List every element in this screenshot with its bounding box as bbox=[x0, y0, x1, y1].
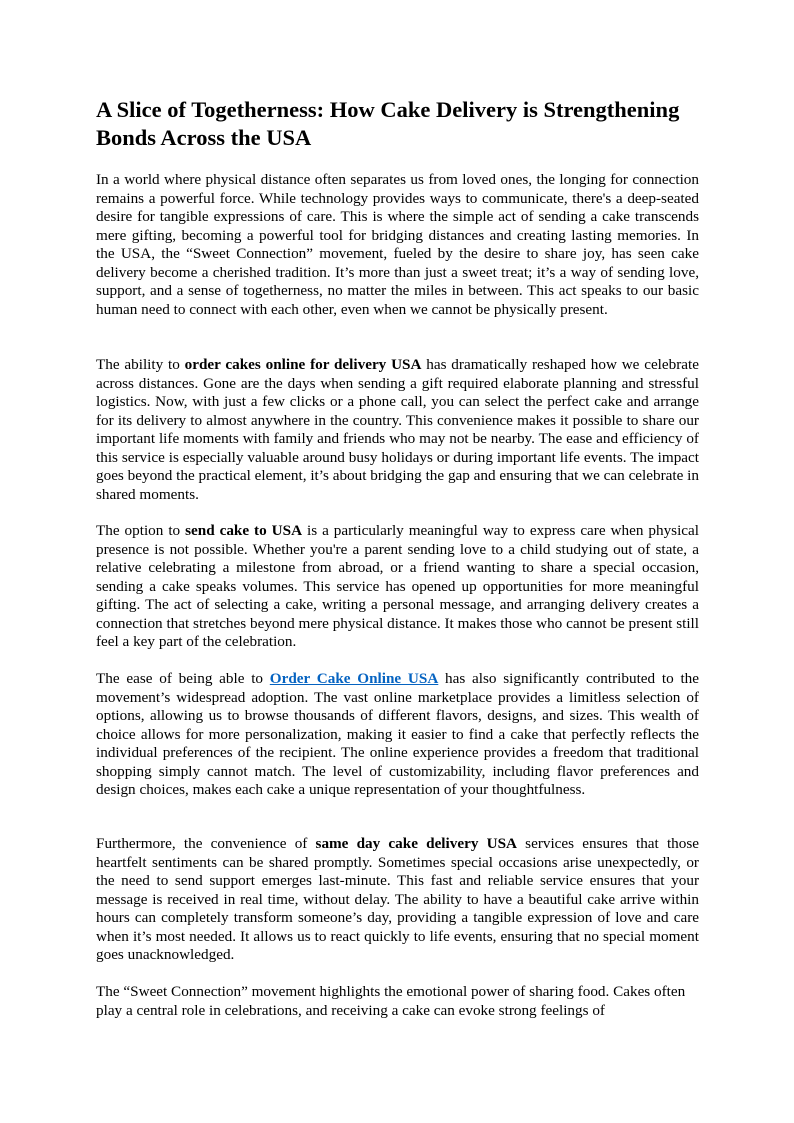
paragraph-order-online-lead: The ability to bbox=[96, 356, 185, 373]
keyword-same-day-delivery: same day cake delivery USA bbox=[315, 835, 517, 852]
order-cake-online-link[interactable]: Order Cake Online USA bbox=[269, 670, 439, 687]
paragraph-order-cake-link-body: has also significantly contributed to the movement’s widespread adoption. The vast online marketplace provides a limitless selection of options, allowing us to browse thousands of different flavors, designs, and sizes. This wealth of choice allows for more personalization, making it easier to find a cake that perfectly reflects the individual preferences of the recipient. The online experience provides a freedom that traditional shopping simply cannot match. The level of customizability, including flavor preferences and design choices, makes each cake a unique representation of your thoughtfulness. bbox=[96, 670, 700, 798]
article-title: A Slice of Togetherness: How Cake Delivery is Strengthening Bonds Across the USA bbox=[96, 97, 680, 150]
paragraph-send-cake-lead: The option to bbox=[96, 522, 186, 539]
document-page bbox=[96, 96, 700, 1019]
paragraph-order-online bbox=[96, 356, 699, 504]
keyword-order-cakes-online: order cakes online for delivery USA bbox=[184, 356, 422, 373]
paragraph-intro bbox=[96, 171, 699, 319]
paragraph-send-cake bbox=[96, 522, 699, 652]
paragraph-same-day-body: services ensures that those heartfelt sentiments can be shared promptly. Sometimes special occasions arise unexpectedly, or the need to send support emerges last-minute. This fast and reliable service ensures that your message is received in real time, without delay. The ability to have a beautiful cake arrive within hours can completely transform someone’s day, providing a tangible expression of love and care when it’s most needed. It allows us to react quickly to life events, ensuring that no special moment goes unacknowledged. bbox=[96, 835, 699, 963]
paragraph-order-cake-link-lead: The ease of being able to bbox=[96, 670, 270, 687]
paragraph-same-day bbox=[96, 835, 699, 965]
keyword-send-cake: send cake to USA bbox=[185, 522, 303, 539]
paragraph-send-cake-body: is a particularly meaningful way to express care when physical presence is not possible. Whether you're a parent sending love to a child studying out of state, a relative celebrating a milestone from abroad, or a friend wanting to share a special occasion, sending a cake speaks volumes. This service has opened up opportunities for more meaningful gifting. The act of selecting a cake, writing a personal message, and arranging delivery creates a connection that stretches beyond mere physical distance. It makes those who cannot be present still feel a key part of the celebration. bbox=[96, 522, 699, 650]
paragraph-intro-text: In a world where physical distance often separates us from loved ones, the longing for connection remains a powerful force. While technology provides ways to communicate, there's a deep-seated desire for tangible expressions of care. This is where the simple act of sending a cake transcends mere gifting, becoming a powerful tool for bridging distances and creating lasting memories. In the USA, the “Sweet Connection” movement, fueled by the desire to share joy, has seen cake delivery become a cherished tradition. It’s more than just a sweet treat; it’s a way of sending love, support, and a sense of togetherness, no matter the miles in between. This act speaks to our basic human need to connect with each other, even when we cannot be physically present. bbox=[96, 171, 699, 318]
paragraph-order-online-body: has dramatically reshaped how we celebrate across distances. Gone are the days when sending a gift required elaborate planning and stressful logistics. Now, with just a few clicks or a phone call, you can select the perfect cake and arrange for its delivery to almost anywhere in the country. This convenience makes it possible to share our important life moments with family and friends who may not be nearby. The ease and efficiency of this service is especially valuable around busy holidays or during important life events. The impact goes beyond the practical element, it’s about bridging the gap and ensuring that we can celebrate in shared moments. bbox=[96, 356, 700, 503]
paragraph-sweet-connection bbox=[96, 983, 699, 1020]
paragraph-order-cake-link bbox=[96, 670, 699, 800]
paragraph-same-day-lead: Furthermore, the convenience of bbox=[96, 835, 316, 852]
paragraph-sweet-connection-text: The “Sweet Connection” movement highlights the emotional power of sharing food. Cakes often play a central role in celebrations, and receiving a cake can evoke strong feelings of bbox=[96, 983, 686, 1019]
